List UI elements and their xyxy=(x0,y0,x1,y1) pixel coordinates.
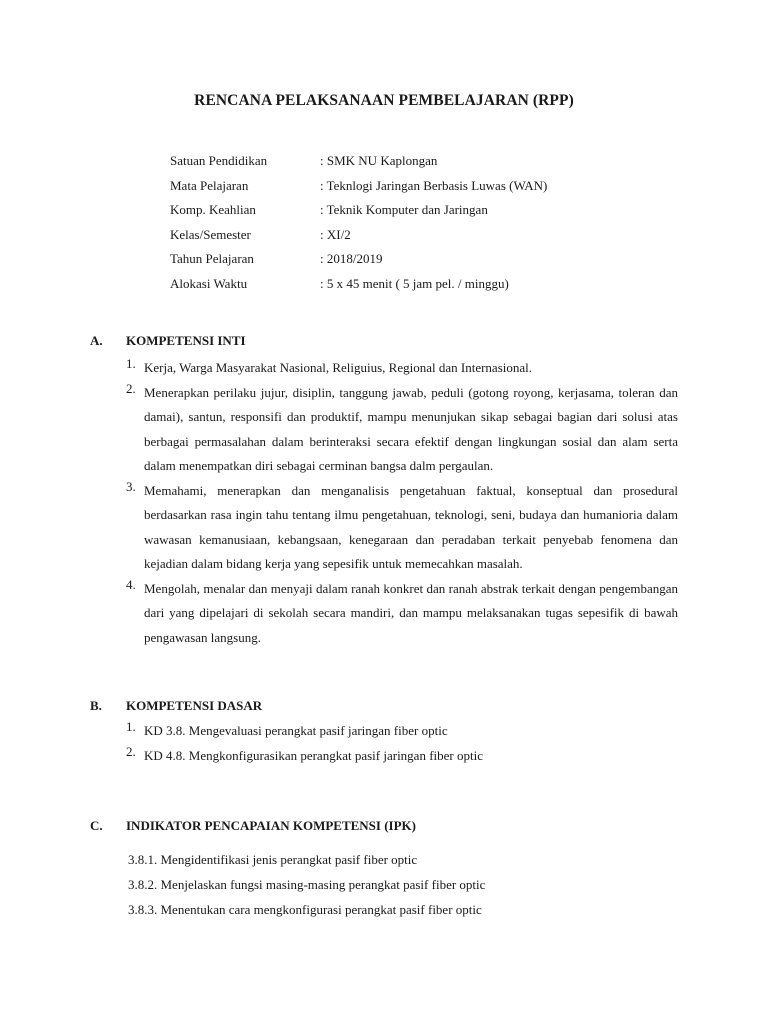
identity-row xyxy=(170,251,547,276)
list-item xyxy=(126,479,678,577)
identity-row xyxy=(170,276,547,301)
section-a-heading xyxy=(90,333,246,349)
item-number: 2. xyxy=(126,380,136,396)
section-c-heading xyxy=(90,818,416,834)
section-title: INDIKATOR PENCAPAIAN KOMPETENSI (IPK) xyxy=(126,818,416,833)
item-number: 3. xyxy=(126,478,136,494)
identity-value: : XI/2 xyxy=(320,226,351,242)
item-text: Kerja, Warga Masyarakat Nasional, Religuius, Regional dan Internasional. xyxy=(144,360,533,375)
indicator-item: 3.8.1. Mengidentifikasi jenis perangkat pasif fiber optic xyxy=(128,852,418,867)
identity-value: : Teknlogi Jaringan Berbasis Luwas (WAN) xyxy=(320,177,548,193)
list-item xyxy=(126,381,678,479)
item-text: Menerapkan perilaku jujur, disiplin, tanggung jawab, peduli (gotong royong, kerjasama, toleran dan damai), santun, responsifi dan produktif, mampu menunjukan sikap sebagai bagian dari solusi atas berbagai permasalahan dalam berinteraksi secara efektif dengan lingkungan sosial dan alam serta dalam menempatkan diri sebagai cerminan bangsa dalm pergaulan. xyxy=(144,384,678,473)
identity-row xyxy=(170,178,547,203)
item-number: 2. xyxy=(126,743,136,759)
item-text: KD 3.8. Mengevaluasi perangkat pasif jaringan fiber optic xyxy=(144,723,448,738)
identity-value: : 5 x 45 menit ( 5 jam pel. / minggu) xyxy=(320,275,509,291)
indicator-item: 3.8.2. Menjelaskan fungsi masing-masing perangkat pasif fiber optic xyxy=(128,877,486,892)
item-text: KD 4.8. Mengkonfigurasikan perangkat pasif jaringan fiber optic xyxy=(144,747,483,763)
identity-label: Mata Pelajaran xyxy=(170,177,249,193)
identity-label: Kelas/Semester xyxy=(170,226,251,242)
identity-label: Alokasi Waktu xyxy=(170,275,248,291)
section-letter: B. xyxy=(90,698,102,713)
identity-row xyxy=(170,153,547,178)
identity-value: : Teknik Komputer dan Jaringan xyxy=(320,202,488,218)
list-item xyxy=(126,577,678,651)
list-item xyxy=(126,356,678,381)
identity-value: : 2018/2019 xyxy=(320,251,383,267)
identity-row xyxy=(170,227,547,252)
section-b-list xyxy=(126,719,678,768)
list-item xyxy=(126,719,678,744)
section-letter: C. xyxy=(90,818,103,833)
identity-table xyxy=(170,153,547,301)
item-number: 4. xyxy=(126,576,136,592)
identity-row xyxy=(170,202,547,227)
item-number: 1. xyxy=(126,719,136,734)
section-title: KOMPETENSI DASAR xyxy=(126,698,263,713)
section-c-list xyxy=(128,847,485,922)
section-letter: A. xyxy=(90,333,103,348)
item-text: Memahami, menerapkan dan menganalisis pengetahuan faktual, konseptual dan prosedural berdasarkan rasa ingin tahu tentang ilmu pengetahuan, teknologi, seni, budaya dan humanioria dalam wawasan kemanusiaan, kebangsaan, kenegaraan dan peradaban terkait penyebab fenomena dan kejadian dalam bidang kerja yang sepesifik untuk memecahkan masalah. xyxy=(144,482,678,571)
section-b-heading xyxy=(90,698,262,714)
identity-label: Komp. Keahlian xyxy=(170,202,256,218)
identity-label: Satuan Pendidikan xyxy=(170,153,268,168)
section-title: KOMPETENSI INTI xyxy=(126,333,246,348)
item-text: Mengolah, menalar dan menyaji dalam ranah konkret dan ranah abstrak terkait dengan pengembangan dari yang dipelajari di sekolah secara mandiri, dan mampu melaksanakan tugas sepesifik di bawah pengawasan langsung. xyxy=(144,580,678,645)
identity-value: : SMK NU Kaplongan xyxy=(320,153,438,168)
identity-label: Tahun Pelajaran xyxy=(170,251,254,267)
section-a-list xyxy=(126,356,678,650)
list-item xyxy=(126,744,678,769)
document-title: RENCANA PELAKSANAAN PEMBELAJARAN (RPP) xyxy=(194,92,574,109)
indicator-item: 3.8.3. Menentukan cara mengkonfigurasi perangkat pasif fiber optic xyxy=(128,902,482,917)
item-number: 1. xyxy=(126,356,136,371)
